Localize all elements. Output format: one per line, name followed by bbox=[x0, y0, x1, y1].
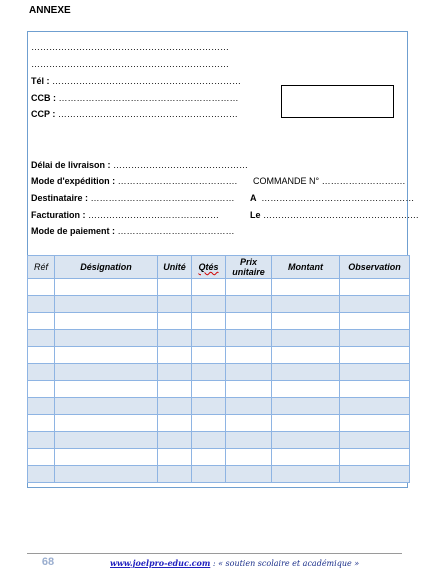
table-cell[interactable] bbox=[340, 432, 410, 449]
table-cell[interactable] bbox=[272, 466, 340, 483]
table-cell[interactable] bbox=[55, 330, 158, 347]
column-header-designation: Désignation bbox=[55, 256, 158, 279]
table-row bbox=[28, 398, 410, 415]
table-cell[interactable] bbox=[272, 381, 340, 398]
table-row bbox=[28, 466, 410, 483]
footer-tagline: : « soutien scolaire et académique » bbox=[210, 559, 360, 568]
table-cell[interactable] bbox=[55, 364, 158, 381]
table-cell[interactable] bbox=[272, 415, 340, 432]
table-cell[interactable] bbox=[272, 449, 340, 466]
table-cell[interactable] bbox=[192, 279, 226, 296]
ccb-field[interactable]: CCB : …………………………………………………… bbox=[31, 93, 239, 103]
table-cell[interactable] bbox=[158, 398, 192, 415]
table-cell[interactable] bbox=[28, 313, 55, 330]
table-cell[interactable] bbox=[272, 313, 340, 330]
table-cell[interactable] bbox=[192, 364, 226, 381]
table-cell[interactable] bbox=[192, 432, 226, 449]
table-row bbox=[28, 347, 410, 364]
table-cell[interactable] bbox=[192, 296, 226, 313]
address-line-1: ………………………………………………………… bbox=[31, 42, 229, 52]
table-cell[interactable] bbox=[340, 330, 410, 347]
table-cell[interactable] bbox=[192, 330, 226, 347]
column-header-ref: Réf bbox=[28, 256, 55, 279]
table-cell[interactable] bbox=[226, 398, 272, 415]
table-cell[interactable] bbox=[55, 449, 158, 466]
table-row bbox=[28, 296, 410, 313]
footer-credit bbox=[110, 558, 359, 568]
table-cell[interactable] bbox=[28, 347, 55, 364]
table-cell[interactable] bbox=[158, 347, 192, 364]
table-cell[interactable] bbox=[340, 279, 410, 296]
table-cell[interactable] bbox=[28, 381, 55, 398]
annex-title: ANNEXE bbox=[29, 5, 71, 16]
table-row bbox=[28, 364, 410, 381]
table-cell[interactable] bbox=[272, 296, 340, 313]
table-cell[interactable] bbox=[158, 449, 192, 466]
table-cell[interactable] bbox=[158, 415, 192, 432]
table-row bbox=[28, 330, 410, 347]
recipient-field[interactable]: Destinataire : ………………………………………… bbox=[31, 193, 235, 203]
table-cell[interactable] bbox=[28, 330, 55, 347]
table-cell[interactable] bbox=[158, 466, 192, 483]
address-line-2: ………………………………………………………… bbox=[31, 59, 229, 69]
table-cell[interactable] bbox=[340, 449, 410, 466]
table-cell[interactable] bbox=[340, 296, 410, 313]
footer-divider bbox=[27, 553, 402, 554]
table-cell[interactable] bbox=[158, 432, 192, 449]
table-cell[interactable] bbox=[28, 449, 55, 466]
table-cell[interactable] bbox=[340, 415, 410, 432]
location-field[interactable]: A …………………………………………… bbox=[250, 193, 415, 203]
table-cell[interactable] bbox=[55, 398, 158, 415]
table-cell[interactable] bbox=[226, 279, 272, 296]
table-cell[interactable] bbox=[28, 279, 55, 296]
table-cell[interactable] bbox=[192, 449, 226, 466]
table-cell[interactable] bbox=[28, 364, 55, 381]
column-header-unit: Unité bbox=[158, 256, 192, 279]
table-cell[interactable] bbox=[226, 330, 272, 347]
table-cell[interactable] bbox=[55, 296, 158, 313]
table-cell[interactable] bbox=[192, 313, 226, 330]
delivery-delay-field[interactable]: Délai de livraison : ……………………………………… bbox=[31, 160, 249, 170]
payment-mode-field[interactable]: Mode de paiement : ………………………………… bbox=[31, 226, 235, 236]
table-cell[interactable] bbox=[340, 313, 410, 330]
table-cell[interactable] bbox=[340, 466, 410, 483]
stamp-box bbox=[281, 85, 394, 118]
footer-link[interactable]: www.joelpro-educ.com bbox=[110, 558, 211, 568]
table-cell[interactable] bbox=[192, 415, 226, 432]
table-cell[interactable] bbox=[158, 364, 192, 381]
table-cell[interactable] bbox=[28, 296, 55, 313]
tel-field[interactable]: Tél : ……………………………………………………… bbox=[31, 76, 242, 86]
table-cell[interactable] bbox=[340, 347, 410, 364]
table-cell[interactable] bbox=[226, 296, 272, 313]
table-cell[interactable] bbox=[55, 279, 158, 296]
table-cell[interactable] bbox=[55, 415, 158, 432]
table-header-row bbox=[28, 256, 410, 279]
table-cell[interactable] bbox=[28, 432, 55, 449]
table-cell[interactable] bbox=[28, 398, 55, 415]
table-cell[interactable] bbox=[226, 415, 272, 432]
table-cell[interactable] bbox=[226, 466, 272, 483]
table-cell[interactable] bbox=[226, 432, 272, 449]
table-cell[interactable] bbox=[340, 364, 410, 381]
table-cell[interactable] bbox=[226, 364, 272, 381]
table-cell[interactable] bbox=[226, 313, 272, 330]
table-cell[interactable] bbox=[55, 381, 158, 398]
table-cell[interactable] bbox=[158, 296, 192, 313]
date-field[interactable]: Le ……………………………………………. bbox=[250, 210, 419, 220]
column-header-observation: Observation bbox=[340, 256, 410, 279]
table-cell[interactable] bbox=[55, 466, 158, 483]
page-number: 68 bbox=[41, 556, 55, 568]
table-cell[interactable] bbox=[158, 330, 192, 347]
table-row bbox=[28, 432, 410, 449]
table-cell[interactable] bbox=[55, 313, 158, 330]
table-row bbox=[28, 415, 410, 432]
table-cell[interactable] bbox=[272, 279, 340, 296]
table-cell[interactable] bbox=[340, 398, 410, 415]
table-cell[interactable] bbox=[272, 364, 340, 381]
table-cell[interactable] bbox=[272, 347, 340, 364]
table-cell[interactable] bbox=[158, 279, 192, 296]
table-cell[interactable] bbox=[55, 347, 158, 364]
table-cell[interactable] bbox=[158, 381, 192, 398]
table-row bbox=[28, 313, 410, 330]
ccp-field[interactable]: CCP : …………………………………………………… bbox=[31, 109, 238, 119]
shipping-mode-field[interactable]: Mode d'expédition : …………………………………. bbox=[31, 176, 238, 186]
table-row bbox=[28, 279, 410, 296]
table-cell[interactable] bbox=[28, 415, 55, 432]
table-cell[interactable] bbox=[226, 449, 272, 466]
billing-field[interactable]: Facturation : …………………….………….…… bbox=[31, 210, 220, 220]
order-number-field[interactable]: COMMANDE N° ………………………. bbox=[253, 176, 406, 186]
column-header-quantity: Qtés bbox=[192, 256, 226, 279]
table-cell[interactable] bbox=[272, 398, 340, 415]
table-cell[interactable] bbox=[272, 432, 340, 449]
table-cell[interactable] bbox=[28, 466, 55, 483]
table-cell[interactable] bbox=[226, 381, 272, 398]
table-row bbox=[28, 381, 410, 398]
table-cell[interactable] bbox=[192, 398, 226, 415]
table-cell[interactable] bbox=[158, 313, 192, 330]
column-header-unit-price: Prix unitaire bbox=[226, 256, 272, 279]
table-cell[interactable] bbox=[192, 347, 226, 364]
table-cell[interactable] bbox=[226, 347, 272, 364]
table-cell[interactable] bbox=[192, 381, 226, 398]
items-table bbox=[27, 255, 410, 483]
table-cell[interactable] bbox=[192, 466, 226, 483]
table-cell[interactable] bbox=[272, 330, 340, 347]
table-cell[interactable] bbox=[340, 381, 410, 398]
column-header-amount: Montant bbox=[272, 256, 340, 279]
table-cell[interactable] bbox=[55, 432, 158, 449]
table-row bbox=[28, 449, 410, 466]
